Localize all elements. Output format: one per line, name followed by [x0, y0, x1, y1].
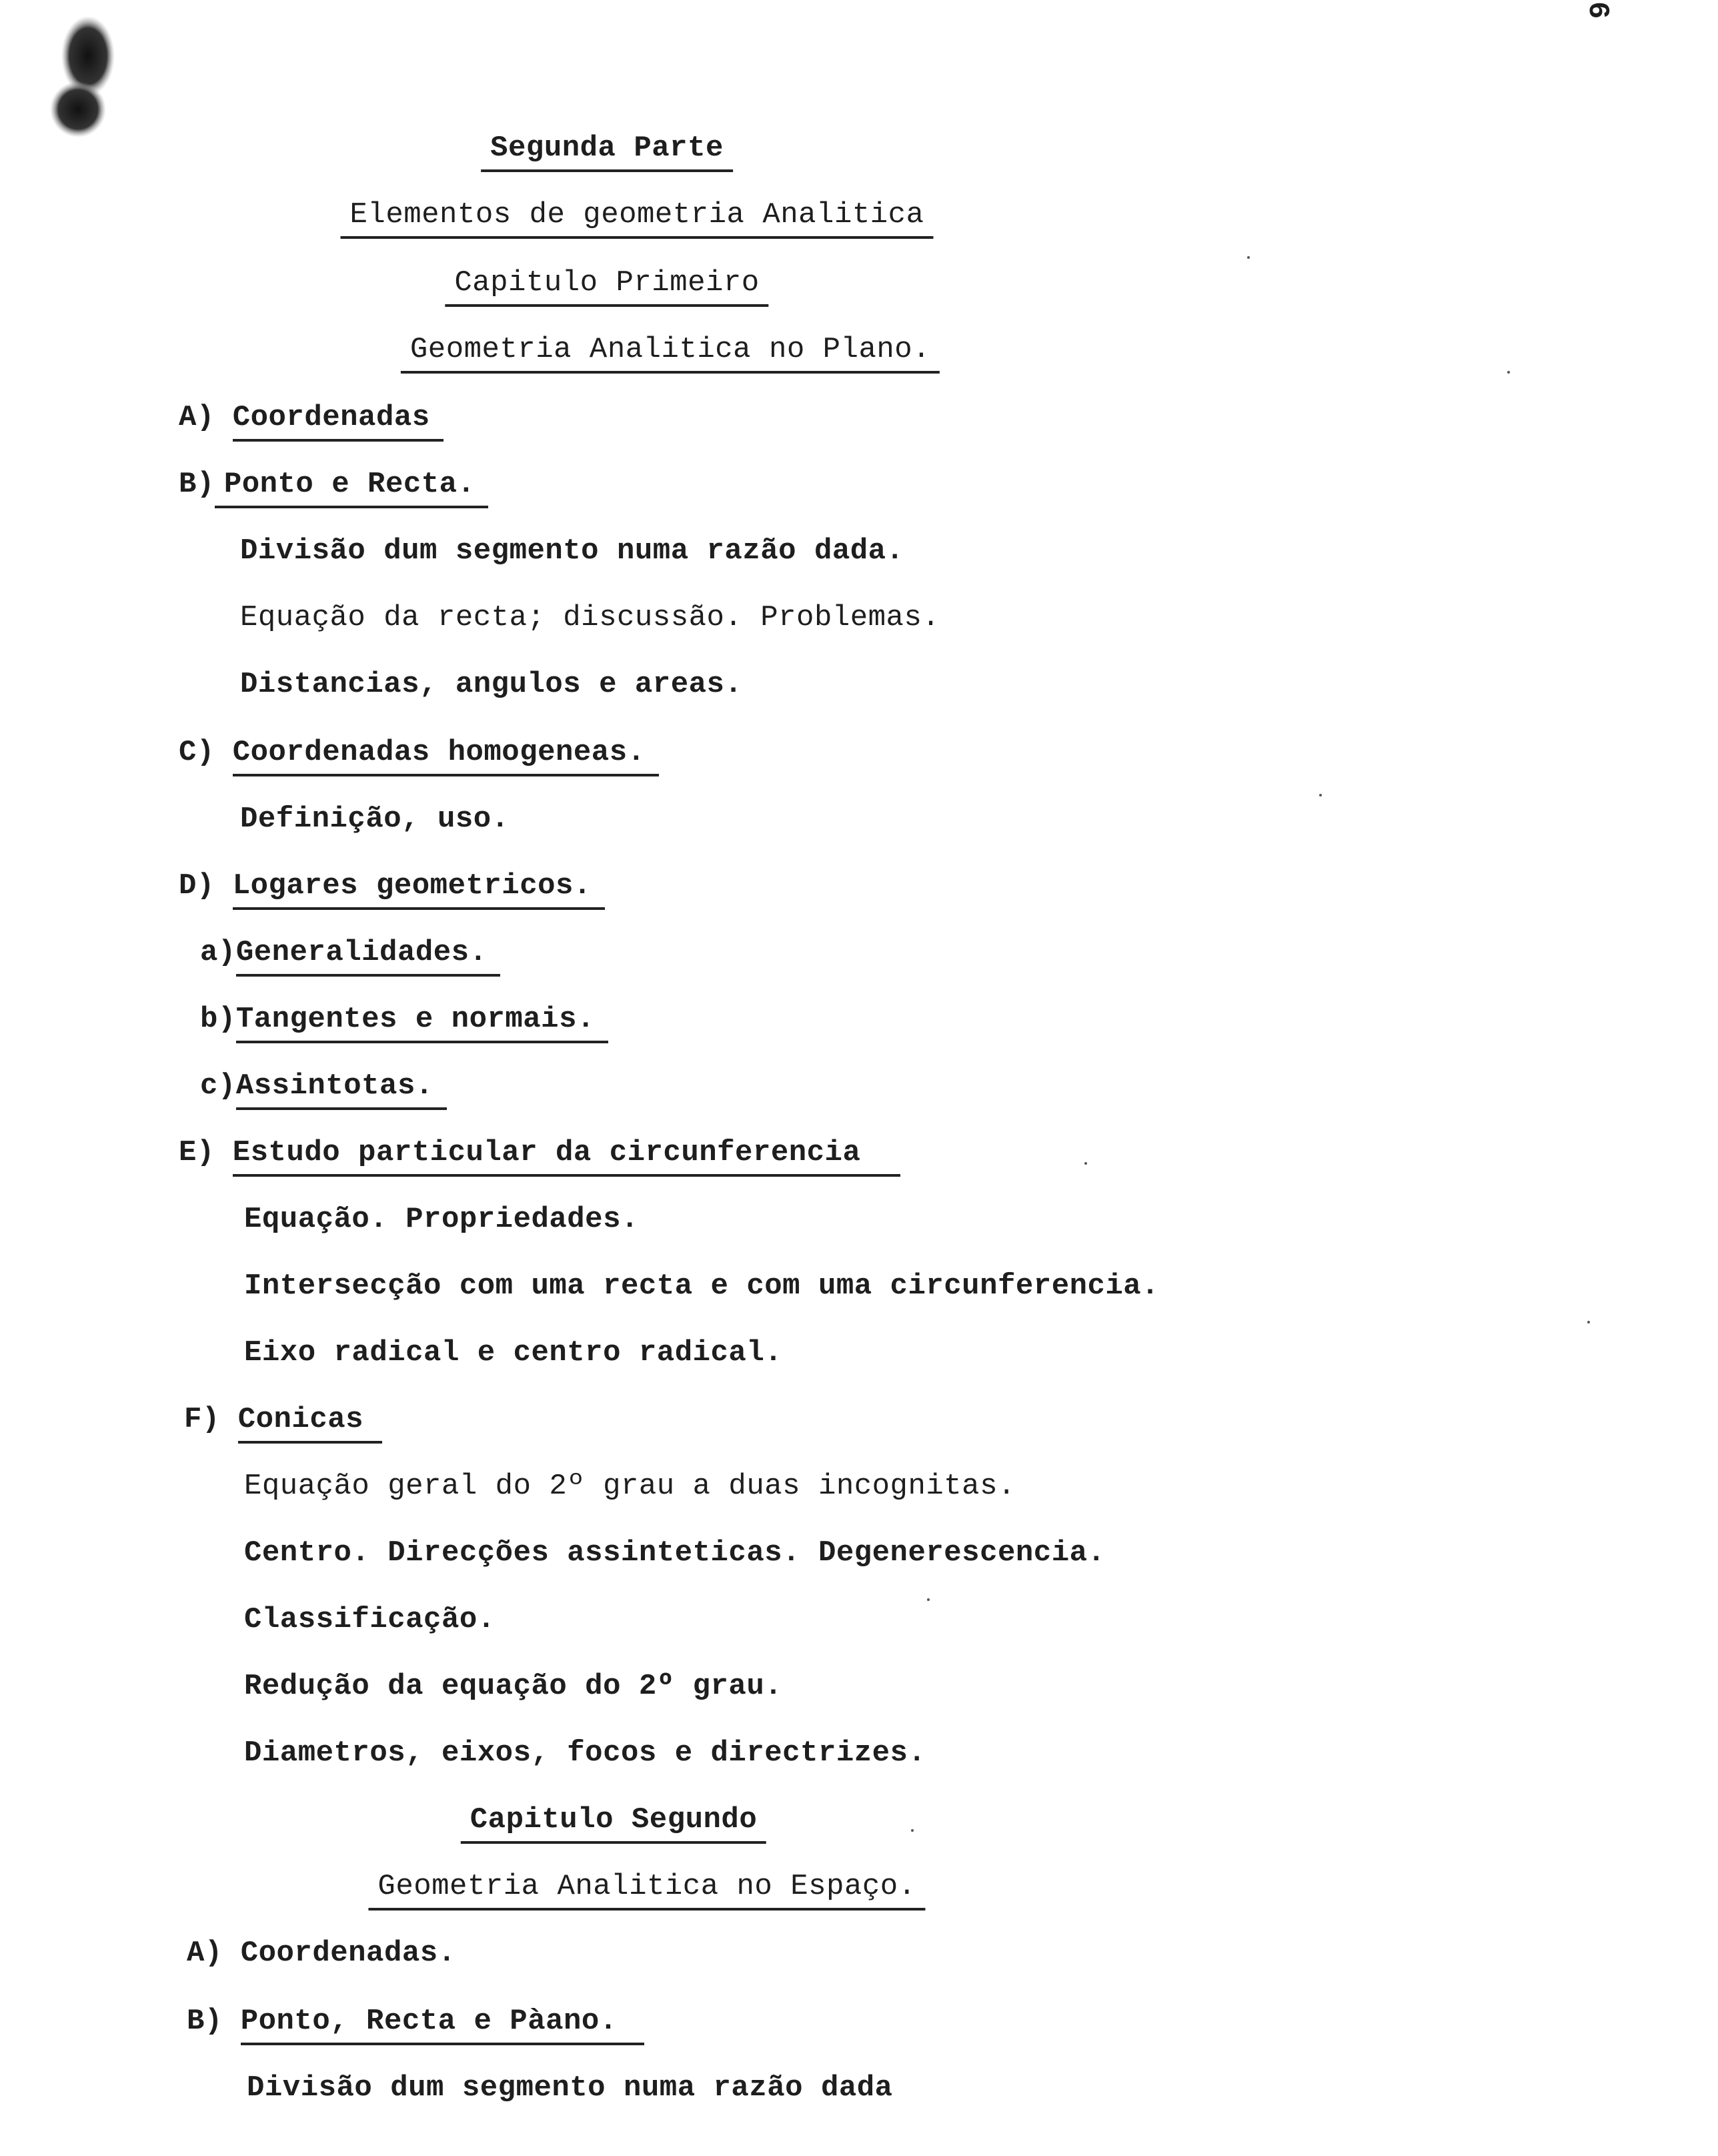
item-d-sub-c: c)Assintotas.: [200, 1066, 447, 1110]
item-f-line-3: Classificação.: [244, 1603, 496, 1636]
chapter-2-subheading: Geometria Analitica no Espaço.: [368, 1866, 925, 1911]
ch2-item-a: A) Coordenadas.: [187, 1937, 456, 1970]
item-f-line-4: Redução da equação do 2º grau.: [244, 1670, 783, 1703]
ch2-item-b-line-1: Divisão dum segmento numa razão dada: [247, 2071, 893, 2105]
scan-speck: [911, 1829, 914, 1832]
item-d-sub-a: a)Generalidades.: [200, 933, 500, 977]
item-c-line-1: Definição, uso.: [240, 802, 510, 836]
ch2-item-b: B) Ponto, Recta e Pàano.: [187, 2001, 644, 2045]
scan-speck: [1507, 371, 1510, 374]
scan-speck: [1587, 1321, 1590, 1323]
item-f-line-2: Centro. Direcções assinteticas. Degenerescencia.: [244, 1536, 1106, 1570]
item-a: A) Coordenadas: [179, 398, 444, 442]
scan-speck: [1084, 1162, 1087, 1165]
scan-speck: [927, 1598, 930, 1601]
item-e: E) Estudo particular da circunferencia: [179, 1133, 900, 1177]
item-c: C) Coordenadas homogeneas.: [179, 732, 659, 776]
item-e-line-1: Equação. Propriedades.: [244, 1203, 639, 1236]
item-e-line-3: Eixo radical e centro radical.: [244, 1336, 783, 1370]
item-d-sub-b: b)Tangentes e normais.: [200, 999, 608, 1043]
section-heading: Elementos de geometria Analitica: [341, 195, 934, 239]
chapter-heading: Capitulo Primeiro: [445, 263, 768, 307]
item-b-line-2: Equação da recta; discussão. Problemas.: [240, 601, 940, 634]
item-f: F) Conicas: [184, 1400, 382, 1444]
part-heading: Segunda Parte: [481, 128, 733, 172]
chapter-subheading: Geometria Analitica no Plano.: [401, 330, 940, 374]
item-d: D) Logares geometricos.: [179, 866, 605, 910]
scan-speck: [1247, 256, 1250, 259]
item-b-line-3: Distancias, angulos e areas.: [240, 668, 743, 701]
chapter-2-heading: Capitulo Segundo: [461, 1800, 766, 1844]
scan-speck: [1319, 794, 1322, 796]
ink-blot-icon: [41, 9, 121, 143]
item-f-line-1: Equação geral do 2º grau a duas incognitas.: [244, 1470, 1016, 1503]
page-number: 6: [1581, 1, 1614, 19]
item-f-line-5: Diametros, eixos, focos e directrizes.: [244, 1736, 926, 1770]
item-b-line-1: Divisão dum segmento numa razão dada.: [240, 534, 904, 568]
item-e-line-2: Intersecção com uma recta e com uma circunferencia.: [244, 1269, 1160, 1303]
item-b: B) Ponto e Recta.: [179, 464, 488, 508]
